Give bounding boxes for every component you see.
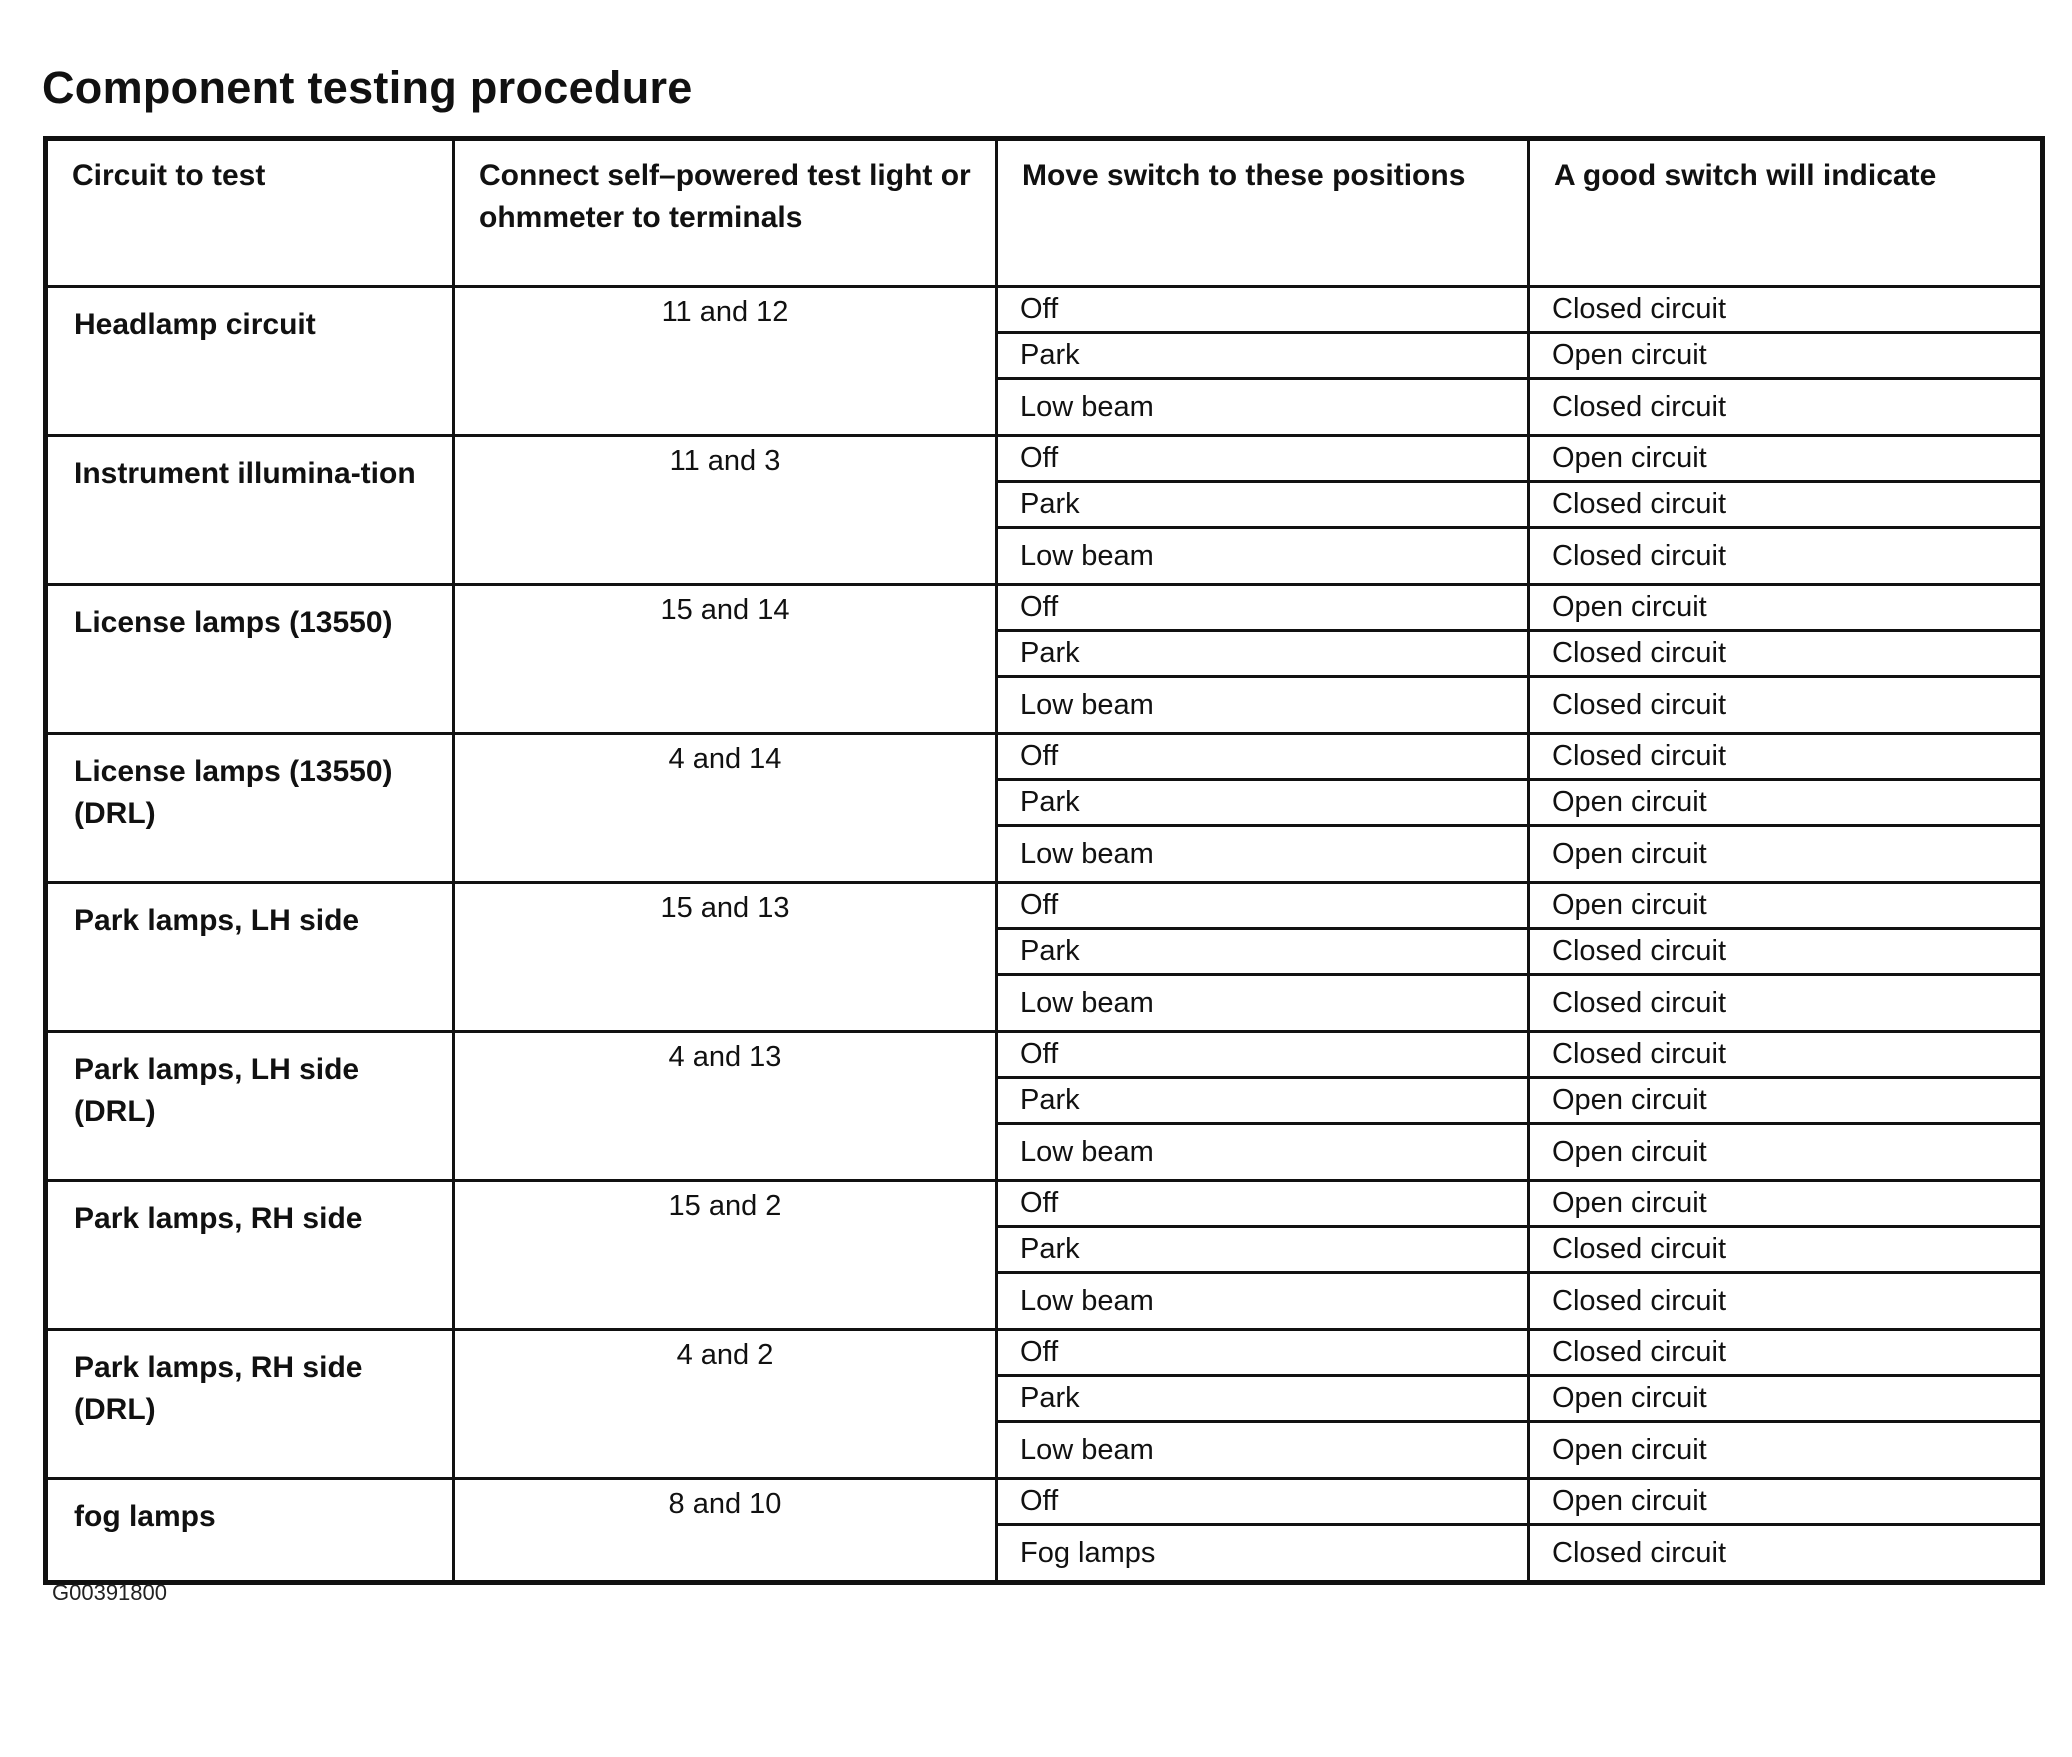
column-header-terminals: Connect self–powered test light or ohmmeter to terminals [454, 139, 997, 287]
switch-position-cell: Off [997, 1330, 1529, 1376]
figure-id: G00391800 [52, 1580, 167, 1605]
indication-cell: Open circuit [1529, 1124, 2043, 1181]
switch-position-cell: Off [997, 1479, 1529, 1525]
switch-position-cell: Park [997, 929, 1529, 975]
circuit-cell: Park lamps, LH side (DRL) [46, 1032, 454, 1181]
table-row [46, 585, 2043, 631]
switch-position-cell: Off [997, 287, 1529, 333]
indication-cell: Closed circuit [1529, 287, 2043, 333]
indication-cell: Open circuit [1529, 1479, 2043, 1525]
terminals-cell: 15 and 14 [454, 585, 997, 734]
indication-cell: Closed circuit [1529, 528, 2043, 585]
terminals-cell: 4 and 14 [454, 734, 997, 883]
indication-cell: Closed circuit [1529, 482, 2043, 528]
indication-cell: Open circuit [1529, 1422, 2043, 1479]
switch-position-cell: Fog lamps [997, 1525, 1529, 1583]
switch-position-cell: Park [997, 1078, 1529, 1124]
switch-position-cell: Park [997, 333, 1529, 379]
indication-cell: Closed circuit [1529, 975, 2043, 1032]
switch-position-cell: Low beam [997, 1273, 1529, 1330]
table-row [46, 1330, 2043, 1376]
indication-cell: Closed circuit [1529, 734, 2043, 780]
circuit-cell: Headlamp circuit [46, 287, 454, 436]
column-header-indication: A good switch will indicate [1529, 139, 2043, 287]
circuit-cell: Park lamps, LH side [46, 883, 454, 1032]
page-title: Component testing procedure [42, 62, 693, 113]
terminals-cell: 15 and 2 [454, 1181, 997, 1330]
indication-cell: Open circuit [1529, 883, 2043, 929]
switch-position-cell: Park [997, 1376, 1529, 1422]
indication-cell: Closed circuit [1529, 1032, 2043, 1078]
switch-position-cell: Park [997, 482, 1529, 528]
terminals-cell: 15 and 13 [454, 883, 997, 1032]
indication-cell: Closed circuit [1529, 929, 2043, 975]
switch-position-cell: Park [997, 631, 1529, 677]
indication-cell: Closed circuit [1529, 631, 2043, 677]
circuit-cell: License lamps (13550) [46, 585, 454, 734]
circuit-cell: Park lamps, RH side (DRL) [46, 1330, 454, 1479]
indication-cell: Open circuit [1529, 333, 2043, 379]
table-row [46, 1181, 2043, 1227]
indication-cell: Open circuit [1529, 585, 2043, 631]
indication-cell: Closed circuit [1529, 677, 2043, 734]
indication-cell: Open circuit [1529, 780, 2043, 826]
indication-cell: Open circuit [1529, 436, 2043, 482]
indication-cell: Open circuit [1529, 1078, 2043, 1124]
table-header-row [46, 139, 2043, 287]
table-row [46, 734, 2043, 780]
indication-cell: Closed circuit [1529, 1273, 2043, 1330]
switch-position-cell: Off [997, 883, 1529, 929]
switch-position-cell: Low beam [997, 528, 1529, 585]
table-row [46, 1479, 2043, 1525]
switch-position-cell: Off [997, 436, 1529, 482]
switch-position-cell: Off [997, 585, 1529, 631]
circuit-cell: fog lamps [46, 1479, 454, 1583]
switch-position-cell: Off [997, 1181, 1529, 1227]
indication-cell: Closed circuit [1529, 379, 2043, 436]
indication-cell: Open circuit [1529, 1181, 2043, 1227]
terminals-cell: 4 and 13 [454, 1032, 997, 1181]
table-row [46, 287, 2043, 333]
circuit-cell: License lamps (13550) (DRL) [46, 734, 454, 883]
switch-position-cell: Low beam [997, 826, 1529, 883]
indication-cell: Open circuit [1529, 1376, 2043, 1422]
terminals-cell: 11 and 3 [454, 436, 997, 585]
switch-position-cell: Off [997, 734, 1529, 780]
switch-position-cell: Low beam [997, 975, 1529, 1032]
terminals-cell: 4 and 2 [454, 1330, 997, 1479]
switch-position-cell: Off [997, 1032, 1529, 1078]
indication-cell: Closed circuit [1529, 1330, 2043, 1376]
switch-position-cell: Park [997, 780, 1529, 826]
table-row [46, 883, 2043, 929]
indication-cell: Closed circuit [1529, 1227, 2043, 1273]
terminals-cell: 11 and 12 [454, 287, 997, 436]
switch-position-cell: Low beam [997, 677, 1529, 734]
indication-cell: Closed circuit [1529, 1525, 2043, 1583]
table-row [46, 1032, 2043, 1078]
table-body [46, 287, 2043, 1583]
component-testing-table [43, 136, 2045, 1585]
circuit-cell: Instrument illumina-tion [46, 436, 454, 585]
switch-position-cell: Park [997, 1227, 1529, 1273]
switch-position-cell: Low beam [997, 1124, 1529, 1181]
column-header-positions: Move switch to these positions [997, 139, 1529, 287]
column-header-circuit: Circuit to test [46, 139, 454, 287]
switch-position-cell: Low beam [997, 379, 1529, 436]
indication-cell: Open circuit [1529, 826, 2043, 883]
circuit-cell: Park lamps, RH side [46, 1181, 454, 1330]
switch-position-cell: Low beam [997, 1422, 1529, 1479]
table-row [46, 436, 2043, 482]
terminals-cell: 8 and 10 [454, 1479, 997, 1583]
